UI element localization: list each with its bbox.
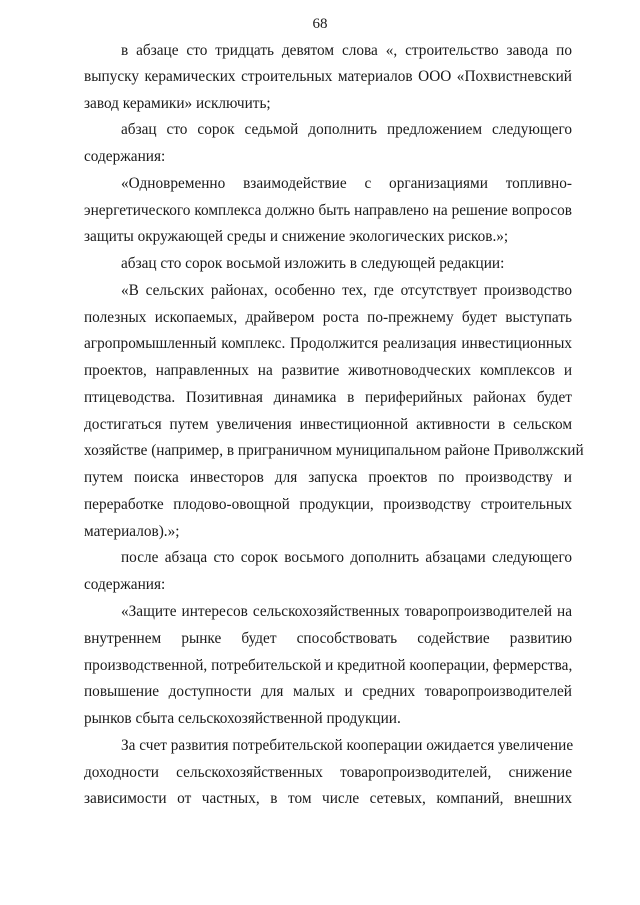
text-line: переработке плодово-овощной продукции, производству строительных [84, 496, 572, 513]
text-line: повышение доступности для малых и средних товаропроизводителей [84, 683, 572, 700]
text-line: материалов).»; [84, 523, 180, 540]
text-line: проектов, направленных на развитие животноводческих комплексов и [84, 362, 572, 379]
text-line: зависимости от частных, в том числе сетевых, компаний, внешних [84, 790, 572, 807]
text-line: абзац сто сорок восьмой изложить в следующей редакции: [121, 255, 505, 272]
text-line: содержания: [84, 576, 166, 593]
text-line: в абзаце сто тридцать девятом слова «, строительство завода по [121, 42, 572, 59]
text-line: доходности сельскохозяйственных товаропроизводителей, снижение [84, 764, 572, 781]
text-line: содержания: [84, 148, 166, 165]
text-line: «Одновременно взаимодействие с организациями топливно- [121, 175, 572, 192]
text-line: путем поиска инвесторов для запуска проектов по производству и [84, 469, 572, 486]
text-line: полезных ископаемых, драйвером роста по-прежнему будет выступать [84, 309, 572, 326]
text-line: абзац сто сорок седьмой дополнить предложением следующего [121, 121, 572, 138]
text-line: «В сельских районах, особенно тех, где отсутствует производство [121, 282, 572, 299]
text-line: рынков сбыта сельскохозяйственной продукции. [84, 710, 401, 727]
text-line: завод керамики» исключить; [84, 95, 271, 112]
page-number: 68 [312, 16, 328, 32]
text-line: птицеводства. Позитивная динамика в периферийных районах будет [84, 389, 572, 406]
text-line: агропромышленный комплекс. Продолжится реализация инвестиционных [84, 335, 572, 352]
text-line: защиты окружающей среды и снижение экологических рисков.»; [84, 228, 509, 245]
text-line: внутреннем рынке будет способствовать содействие развитию [84, 630, 572, 647]
text-line: За счет развития потребительской кооперации ожидается увеличение [121, 737, 574, 754]
text-line: хозяйстве (например, в приграничном муниципальном районе Приволжский [84, 442, 584, 459]
text-line: производственной, потребительской и кредитной кооперации, фермерства, [84, 657, 573, 674]
text-line: «Защите интересов сельскохозяйственных товаропроизводителей на [121, 603, 572, 620]
text-line: энергетического комплекса должно быть направлено на решение вопросов [84, 202, 572, 219]
text-line: достигаться путем увеличения инвестиционной активности в сельском [84, 416, 572, 433]
text-line: после абзаца сто сорок восьмого дополнить абзацами следующего [121, 549, 572, 566]
text-line: выпуску керамических строительных материалов ООО «Похвистневский [84, 68, 572, 85]
